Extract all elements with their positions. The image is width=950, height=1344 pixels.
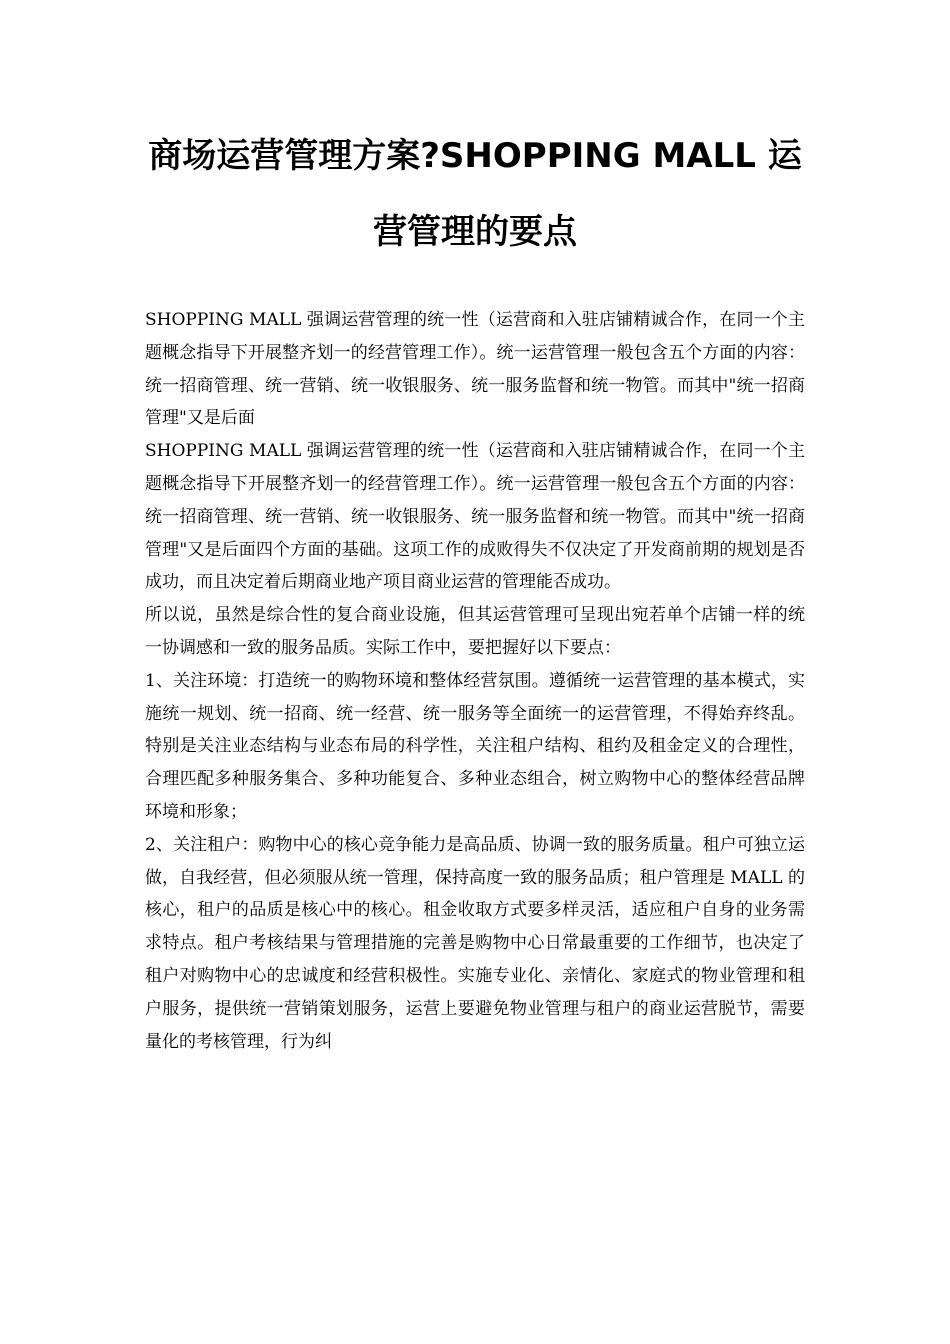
paragraph-point-environment: 1、关注环境：打造统一的购物环境和整体经营氛围。遵循统一运营管理的基本模式，实施统一规划、统一招商、统一经营、统一服务等全面统一的运营管理，不得始弃终乱。特别是关注业态结构与业态布局的科学性，关注租户结构、租约及租金定义的合理性，合理匹配多种服务集合、多种功能复合、多种业态组合，树立购物中心的整体经营品牌环境和形象； (145, 670, 805, 822)
paragraph-point-tenants: 2、关注租户：购物中心的核心竞争能力是高品质、协调一致的服务质量。租户可独立运做，自我经营，但必须服从统一管理，保持高度一致的服务品质；租户管理是 MALL 的核心，租户的品质是核心中的核心。租金收取方式要多样灵活，适应租户自身的业务需求特点。租户考核结果与管理措施的完善是购物中心日常最重要的工作细节，也决定了租户对购物中心的忠诚度和经营积极性。实施专业化、亲情化、家庭式的物业管理和租户服务，提供统一营销策划服务，运营上要避免物业管理与租户的商业运营脱节，需要量化的考核管理，行为纠 (145, 834, 805, 1052)
document-body (145, 304, 805, 1058)
paragraph-intro-full: SHOPPING MALL 强调运营管理的统一性（运营商和入驻店铺精诚合作，在同一个主题概念指导下开展整齐划一的经营管理工作）。统一运营管理一般包含五个方面的内容：统一招商管理、统一营销、统一收银服务、统一服务监督和统一物管。而其中"统一招商管理"又是后面四个方面的基础。这项工作的成败得失不仅决定了开发商前期的规划是否成功，而且决定着后期商业地产项目商业运营的管理能否成功。 (145, 441, 805, 593)
document-title: 商场运营管理方案?SHOPPING MALL 运营管理的要点 (148, 136, 802, 252)
paragraph-intro-truncated: SHOPPING MALL 强调运营管理的统一性（运营商和入驻店铺精诚合作，在同一个主题概念指导下开展整齐划一的经营管理工作）。统一运营管理一般包含五个方面的内容：统一招商管理、统一营销、统一收银服务、统一服务监督和统一物管。而其中"统一招商管理"又是后面 (145, 310, 805, 429)
paragraph-summary: 所以说，虽然是综合性的复合商业设施，但其运营管理可呈现出宛若单个店铺一样的统一协调感和一致的服务品质。实际工作中，要把握好以下要点： (145, 605, 805, 658)
